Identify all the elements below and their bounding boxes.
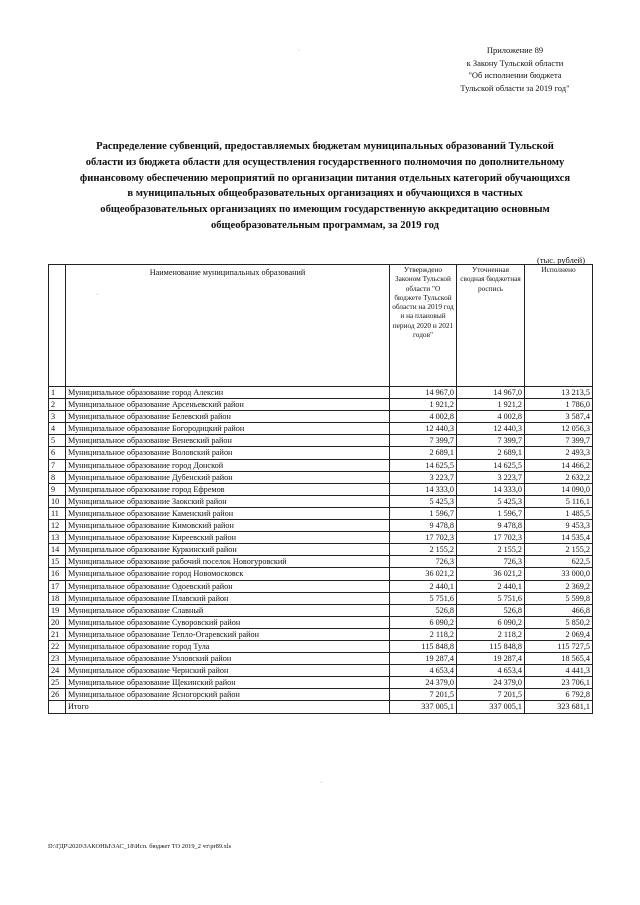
row-name: Муниципальное образование Богородицкий район [66,423,390,435]
table-row [49,507,593,519]
table-row [49,665,593,677]
row-index: 16 [49,568,66,580]
row-name: Муниципальное образование Славный [66,604,390,616]
row-approved: 7 399,7 [390,435,457,447]
row-refined: 115 848,8 [457,640,525,652]
annex-line-3: "Об исполнении бюджета [468,70,562,80]
row-index: 13 [49,532,66,544]
row-executed: 7 399,7 [525,435,593,447]
row-approved: 3 223,7 [390,471,457,483]
row-executed: 5 850,2 [525,616,593,628]
row-refined: 2 118,2 [457,628,525,640]
row-approved: 9 478,8 [390,520,457,532]
row-executed: 622,5 [525,556,593,568]
row-name: Муниципальное образование Чернский район [66,665,390,677]
row-approved: 2 689,1 [390,447,457,459]
row-executed: 115 727,5 [525,640,593,652]
row-index: 10 [49,495,66,507]
row-approved: 7 201,5 [390,689,457,701]
row-approved: 115 848,8 [390,640,457,652]
table-row [49,568,593,580]
row-index: 14 [49,544,66,556]
row-approved: 14 333,0 [390,483,457,495]
table-row [49,616,593,628]
header-approved: Утверждено Законом Тульской области "О бюджете Тульской области на 2019 год и на плановый период 2020 и 2021 годов" [390,265,457,387]
table-row [49,532,593,544]
row-refined: 1 596,7 [457,507,525,519]
row-approved: 726,3 [390,556,457,568]
row-executed: 18 565,4 [525,653,593,665]
title-line-1: Распределение субвенций, предоставляемых бюджетам муниципальных образований Тульской [96,141,554,152]
row-executed: 23 706,1 [525,677,593,689]
row-index: 11 [49,507,66,519]
header-name: Наименование муниципальных образований [66,265,390,387]
row-name: Муниципальное образование Воловский район [66,447,390,459]
row-index: 26 [49,689,66,701]
row-index: 9 [49,483,66,495]
row-refined: 5 751,6 [457,592,525,604]
row-refined: 4 653,4 [457,665,525,677]
row-name: Муниципальное образование город Алексин [66,387,390,399]
title-line-3: финансовому обеспечению мероприятий по организации питания отдельных категорий обучающихся [79,172,571,184]
row-refined: 3 223,7 [457,471,525,483]
row-refined: 7 399,7 [457,435,525,447]
row-executed: 1 786,0 [525,399,593,411]
row-name: Муниципальное образование Узловский район [66,653,390,665]
row-approved: 17 702,3 [390,532,457,544]
row-executed: 14 535,4 [525,532,593,544]
scan-speck: · [298,48,300,54]
total-refined: 337 005,1 [457,701,525,713]
row-approved: 1 921,2 [390,399,457,411]
annex-line-4: Тульской области за 2019 год" [460,82,570,93]
row-executed: 14 466,2 [525,459,593,471]
row-name: Муниципальное образование Щекинский район [66,677,390,689]
row-refined: 7 201,5 [457,689,525,701]
header-executed: Исполнено [525,265,593,387]
row-name: Муниципальное образование Каменский район [66,507,390,519]
table-row [49,471,593,483]
row-name: Муниципальное образование город Ефремов [66,483,390,495]
row-name: Муниципальное образование город Донской [66,459,390,471]
row-refined: 9 478,8 [457,520,525,532]
row-approved: 1 596,7 [390,507,457,519]
row-approved: 14 967,0 [390,387,457,399]
row-approved: 2 118,2 [390,628,457,640]
row-index: 24 [49,665,66,677]
table-row [49,495,593,507]
row-approved: 4 653,4 [390,665,457,677]
row-index: 20 [49,616,66,628]
row-name: Муниципальное образование Белевский район [66,411,390,423]
row-name: Муниципальное образование Плавский район [66,592,390,604]
row-refined: 5 425,3 [457,495,525,507]
row-approved: 19 287,4 [390,653,457,665]
row-approved: 14 625,5 [390,459,457,471]
row-executed: 33 000,0 [525,568,593,580]
table-row [49,592,593,604]
row-name: Муниципальное образование Одоевский район [66,580,390,592]
annex-line-2: к Закону Тульской области [466,57,564,68]
row-refined: 726,3 [457,556,525,568]
row-name: Муниципальное образование город Тула [66,640,390,652]
table-row [49,459,593,471]
row-name: Муниципальное образование Киреевский район [66,532,390,544]
row-index: 4 [49,423,66,435]
row-index: 15 [49,556,66,568]
table-row [49,411,593,423]
row-refined: 36 021,2 [457,568,525,580]
row-name: Муниципальное образование Ясногорский район [66,689,390,701]
row-name: Муниципальное образование город Новомосковск [66,568,390,580]
row-refined: 6 090,2 [457,616,525,628]
title-line-2: области из бюджета области для осуществления государственного полномочия по дополнительному [85,156,565,168]
row-refined: 19 287,4 [457,653,525,665]
header-refined: Уточненная сводная бюджетная роспись [457,265,525,387]
row-index: 18 [49,592,66,604]
table-row [49,640,593,652]
row-name: Муниципальное образование Дубенский район [66,471,390,483]
row-index: 25 [49,677,66,689]
row-name: Муниципальное образование Арсеньевский район [66,399,390,411]
annex-block [420,44,610,94]
row-name: Муниципальное образование Веневский район [66,435,390,447]
table-body [49,387,593,714]
row-name: Муниципальное образование Тепло-Огаревский район [66,628,390,640]
row-executed: 5 116,1 [525,495,593,507]
row-approved: 12 440,3 [390,423,457,435]
row-index: 12 [49,520,66,532]
row-approved: 2 155,2 [390,544,457,556]
row-refined: 17 702,3 [457,532,525,544]
row-refined: 1 921,2 [457,399,525,411]
row-refined: 14 625,5 [457,459,525,471]
row-refined: 14 333,0 [457,483,525,495]
table-row [49,556,593,568]
row-executed: 1 485,5 [525,507,593,519]
table-row [49,580,593,592]
row-refined: 2 689,1 [457,447,525,459]
row-executed: 2 155,2 [525,544,593,556]
total-label: Итого [66,701,390,713]
row-name: Муниципальное образование Суворовский район [66,616,390,628]
row-refined: 14 967,0 [457,387,525,399]
row-approved: 5 425,3 [390,495,457,507]
row-index: 22 [49,640,66,652]
row-executed: 466,8 [525,604,593,616]
row-executed: 14 090,0 [525,483,593,495]
row-approved: 2 440,1 [390,580,457,592]
row-index: 23 [49,653,66,665]
table-row [49,653,593,665]
row-approved: 6 090,2 [390,616,457,628]
table-row [49,628,593,640]
row-index: 21 [49,628,66,640]
row-executed: 2 369,2 [525,580,593,592]
units-label: (тыс. рублей) [537,255,586,265]
row-approved: 5 751,6 [390,592,457,604]
row-approved: 4 002,8 [390,411,457,423]
row-name: Муниципальное образование Куркинский район [66,544,390,556]
table-row [49,387,593,399]
title-line-5: общеобразовательных организациях по имеющим государственную аккредитацию основным [100,204,550,216]
header-index [49,265,66,387]
row-refined: 4 002,8 [457,411,525,423]
row-executed: 2 069,4 [525,628,593,640]
row-name: Муниципальное образование Заокский район [66,495,390,507]
row-approved: 526,8 [390,604,457,616]
row-executed: 3 587,4 [525,411,593,423]
row-refined: 24 379,0 [457,677,525,689]
annex-line-1: Приложение 89 [486,45,544,55]
row-executed: 5 599,8 [525,592,593,604]
row-executed: 4 441,3 [525,665,593,677]
table-row [49,520,593,532]
row-refined: 12 440,3 [457,423,525,435]
row-executed: 2 493,3 [525,447,593,459]
row-refined: 2 440,1 [457,580,525,592]
row-refined: 526,8 [457,604,525,616]
row-index: 19 [49,604,66,616]
table-row [49,604,593,616]
scan-speck: · [96,292,98,298]
total-executed: 323 681,1 [525,701,593,713]
table-row [49,689,593,701]
table-row [49,423,593,435]
total-row [49,701,593,713]
table-row [49,544,593,556]
total-index [49,701,66,713]
row-approved: 24 379,0 [390,677,457,689]
row-executed: 13 213,5 [525,387,593,399]
row-approved: 36 021,2 [390,568,457,580]
row-executed: 12 056,3 [525,423,593,435]
table-row [49,483,593,495]
scan-speck: · [320,780,322,786]
row-executed: 2 632,2 [525,471,593,483]
table-row [49,435,593,447]
row-index: 17 [49,580,66,592]
table-row [49,447,593,459]
total-approved: 337 005,1 [390,701,457,713]
file-path-footer: D:\ГДР\2020\ЗАКОНЫ\ЗАС_18\Исп. бюджет ТО 2019_2 чт\pr89.xls [48,843,232,850]
row-index: 5 [49,435,66,447]
document-title [40,139,610,234]
table-header-row [49,265,593,387]
row-index: 8 [49,471,66,483]
row-name: Муниципальное образование рабочий поселок Новогуровский [66,556,390,568]
row-index: 2 [49,399,66,411]
row-index: 6 [49,447,66,459]
row-name: Муниципальное образование Кимовский район [66,520,390,532]
row-refined: 2 155,2 [457,544,525,556]
table-row [49,677,593,689]
title-line-4: в муниципальных общеобразовательных организациях и обучающихся в частных [127,188,523,200]
row-executed: 9 453,3 [525,520,593,532]
row-index: 1 [49,387,66,399]
subsidy-table [48,264,593,714]
title-line-6: общеобразовательным программам, за 2019 год [210,219,440,231]
table-row [49,399,593,411]
row-executed: 6 792,8 [525,689,593,701]
row-index: 7 [49,459,66,471]
row-index: 3 [49,411,66,423]
